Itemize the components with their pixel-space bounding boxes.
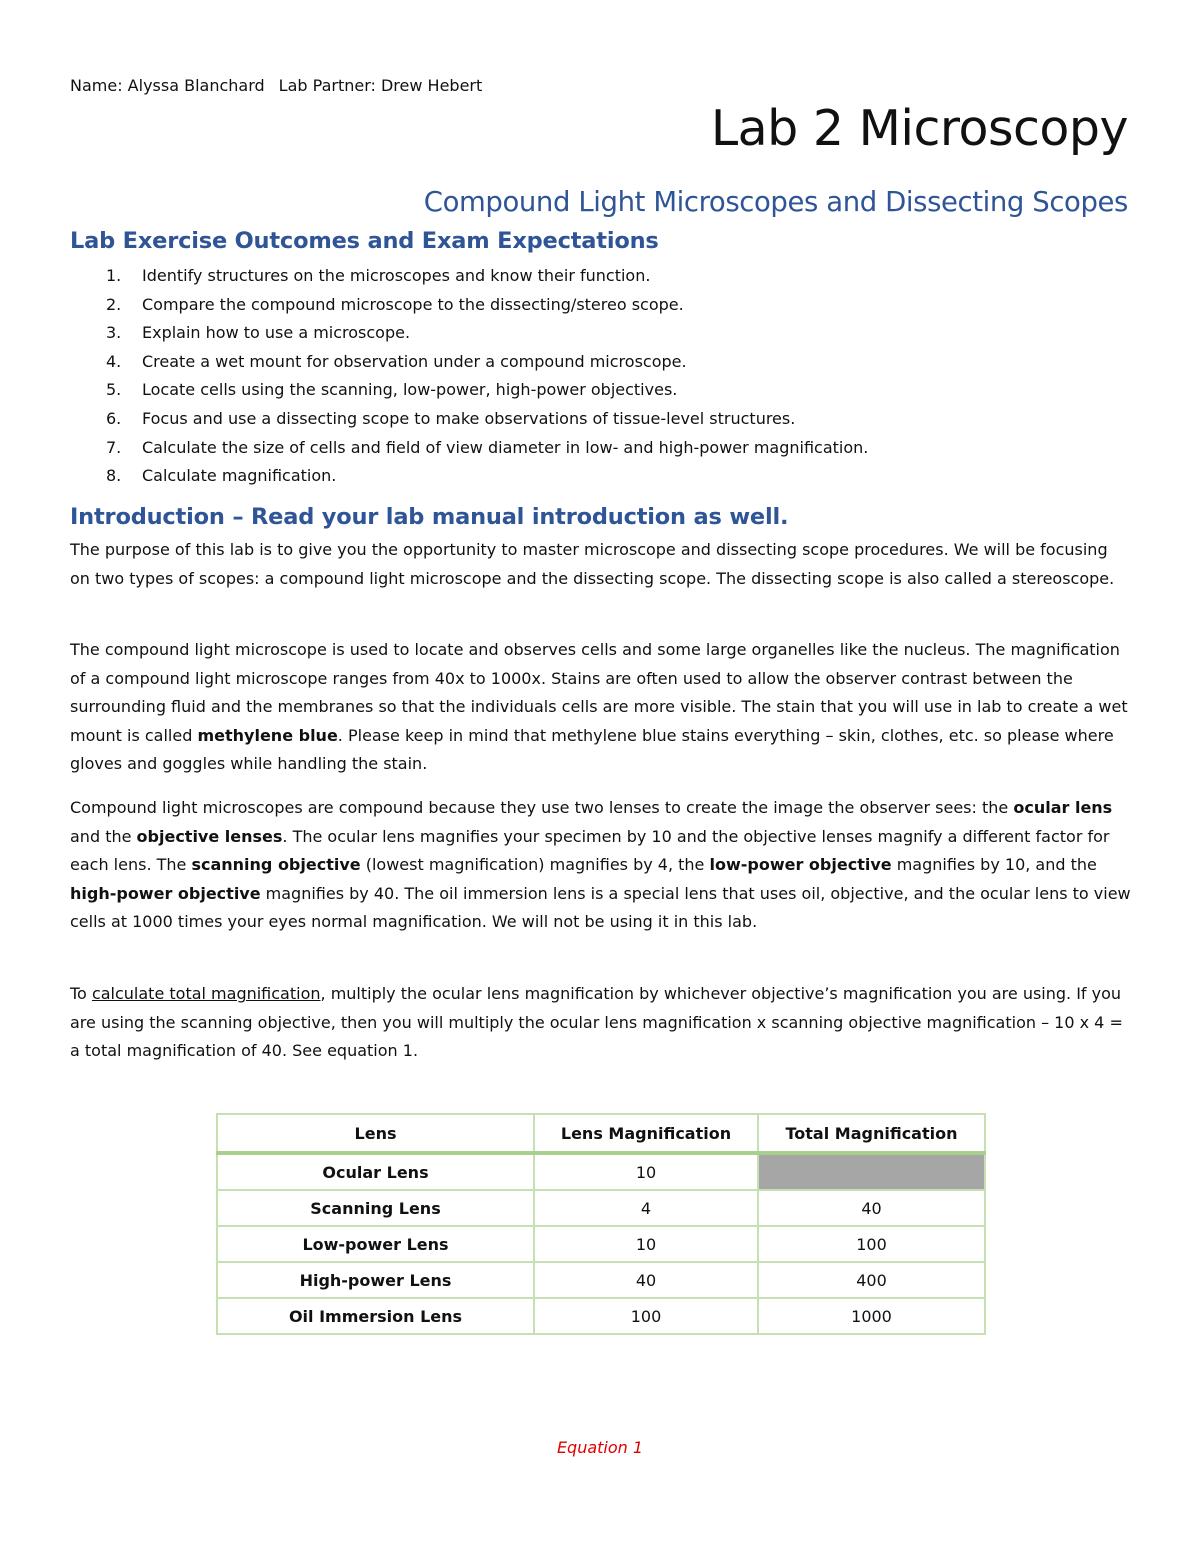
lens-name-cell: High-power Lens xyxy=(217,1262,534,1298)
lens-magnification-cell: 40 xyxy=(534,1262,758,1298)
total-magnification-cell: 100 xyxy=(758,1226,985,1262)
table-header-row xyxy=(217,1114,985,1153)
intro-paragraph-calculation: To calculate total magnification, multiply the ocular lens magnification by whichever objective’s magnification you are using. If you are using the scanning objective, then you will multiply the ocular lens magnification x scanning objective magnification – 10 x 4 = a total magnification of 40. See equation 1. xyxy=(70,984,1123,1061)
student-name: Name: Alyssa Blanchard xyxy=(70,76,265,95)
intro-paragraph-purpose: The purpose of this lab is to give you the opportunity to master microscope and dissecting scope procedures. We will be focusing on two types of scopes: a compound light microscope and the dissecting scope. The dissecting scope is also called a stereoscope. xyxy=(70,540,1115,588)
outcomes-list xyxy=(70,262,868,491)
table-row xyxy=(217,1226,985,1262)
outcome-item: 1. Identify structures on the microscopes and know their function. xyxy=(106,266,651,285)
column-header: Total Magnification xyxy=(758,1114,985,1153)
student-header xyxy=(70,76,482,95)
lens-magnification-cell: 10 xyxy=(534,1153,758,1190)
magnification-table xyxy=(216,1113,986,1335)
outcome-item: 2. Compare the compound microscope to the dissecting/stereo scope. xyxy=(106,294,684,314)
lens-magnification-cell: 10 xyxy=(534,1226,758,1262)
total-magnification-cell: 400 xyxy=(758,1262,985,1298)
table-row xyxy=(217,1298,985,1334)
total-magnification-cell: 1000 xyxy=(758,1298,985,1334)
outcome-item: 3. Explain how to use a microscope. xyxy=(106,323,411,343)
outcome-item: 7. Calculate the size of cells and field of view diameter in low- and high-power magnification. xyxy=(106,437,869,457)
document-title: Lab 2 Microscopy xyxy=(710,100,1128,157)
outcome-item: 5. Locate cells using the scanning, low-power, high-power objectives. xyxy=(106,380,678,400)
table-row xyxy=(217,1262,985,1298)
lab-partner: Lab Partner: Drew Hebert xyxy=(278,76,483,95)
total-magnification-cell: 40 xyxy=(758,1190,985,1226)
outcome-item: 6. Focus and use a dissecting scope to make observations of tissue-level structures. xyxy=(106,408,796,428)
lens-name-cell: Low-power Lens xyxy=(217,1226,534,1262)
lens-name-cell: Oil Immersion Lens xyxy=(217,1298,534,1334)
lens-magnification-cell: 100 xyxy=(534,1298,758,1334)
introduction-heading: Introduction – Read your lab manual introduction as well. xyxy=(70,504,789,530)
intro-paragraph-compound: The compound light microscope is used to locate and observes cells and some large organelles like the nucleus. The magnification of a compound light microscope ranges from 40x to 1000x. Stains are often used to allow the observer contrast between the surrounding fluid and the membranes so that the individuals cells are more visible. The stain that you will use in lab to create a wet mount is called methylene blue. Please keep in mind that methylene blue stains everything – skin, clothes, etc. so please where gloves and goggles while handling the stain. xyxy=(70,640,1128,774)
intro-paragraph-lenses: Compound light microscopes are compound because they use two lenses to create the image the observer sees: the ocular lens and the objective lenses. The ocular lens magnifies your specimen by 10 and the objective lenses magnify a different factor for each lens. The scanning objective (lowest magnification) magnifies by 4, the low-power objective magnifies by 10, and the high-power objective magnifies by 40. The oil immersion lens is a special lens that uses oil, objective, and the ocular lens to view cells at 1000 times your eyes normal magnification. We will not be using it in this lab. xyxy=(70,798,1131,932)
outcomes-heading: Lab Exercise Outcomes and Exam Expectations xyxy=(70,228,659,254)
document-subtitle: Compound Light Microscopes and Dissecting Scopes xyxy=(423,186,1128,218)
total-magnification-cell xyxy=(758,1153,985,1190)
table-row xyxy=(217,1153,985,1190)
column-header: Lens xyxy=(217,1114,534,1153)
table-row xyxy=(217,1190,985,1226)
lens-magnification-cell: 4 xyxy=(534,1190,758,1226)
outcome-item: 8. Calculate magnification. xyxy=(106,466,337,486)
column-header: Lens Magnification xyxy=(534,1114,758,1153)
equation-caption: Equation 1 xyxy=(556,1438,644,1457)
lens-name-cell: Ocular Lens xyxy=(217,1153,534,1190)
lens-name-cell: Scanning Lens xyxy=(217,1190,534,1226)
outcome-item: 4. Create a wet mount for observation under a compound microscope. xyxy=(106,351,687,371)
